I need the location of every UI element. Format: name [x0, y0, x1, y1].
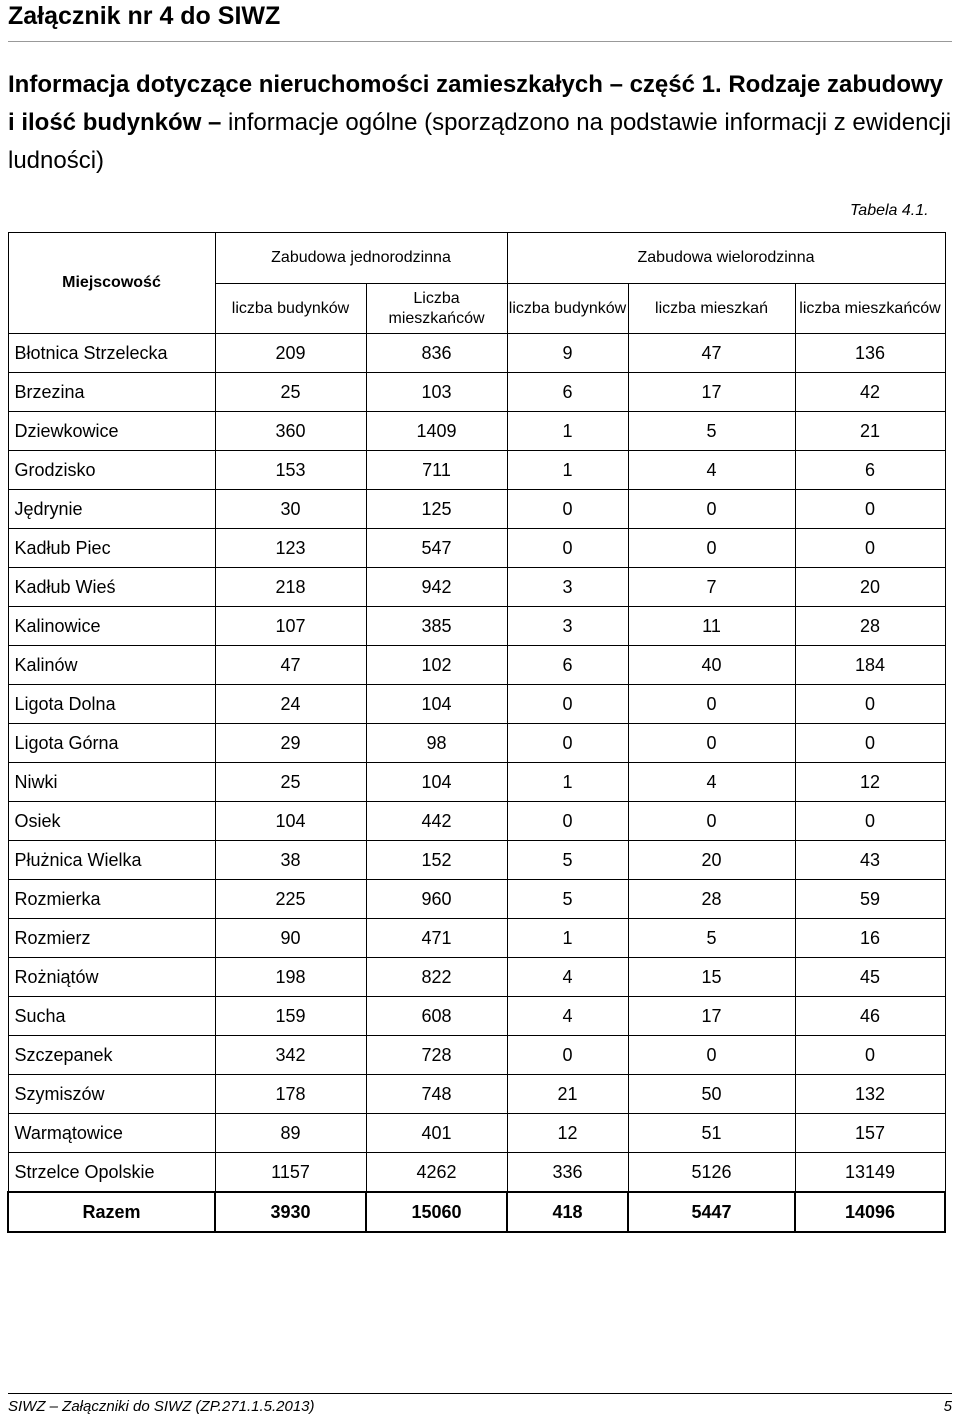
- value-cell: 5: [628, 412, 795, 451]
- value-cell: 28: [628, 880, 795, 919]
- table-row: [8, 529, 945, 568]
- location-cell: Niwki: [8, 763, 215, 802]
- value-cell: 103: [366, 373, 507, 412]
- table-row: [8, 997, 945, 1036]
- location-cell: Kadłub Piec: [8, 529, 215, 568]
- document-title: Załącznik nr 4 do SIWZ: [8, 2, 281, 30]
- header-mf-residents: liczba mieszkańców: [795, 284, 945, 334]
- value-cell: 1: [507, 763, 628, 802]
- total-row: [8, 1192, 945, 1232]
- value-cell: 17: [628, 373, 795, 412]
- value-cell: 21: [795, 412, 945, 451]
- value-cell: 25: [215, 373, 366, 412]
- table-row: [8, 646, 945, 685]
- value-cell: 4: [507, 958, 628, 997]
- location-cell: Ligota Dolna: [8, 685, 215, 724]
- value-cell: 47: [215, 646, 366, 685]
- value-cell: 102: [366, 646, 507, 685]
- location-cell: Jędrynie: [8, 490, 215, 529]
- header-sf-residents: Liczba mieszkańców: [366, 284, 507, 334]
- value-cell: 5: [507, 841, 628, 880]
- table-row: [8, 568, 945, 607]
- table-row: [8, 334, 945, 373]
- value-cell: 0: [507, 490, 628, 529]
- value-cell: 360: [215, 412, 366, 451]
- location-cell: Kalinów: [8, 646, 215, 685]
- total-value: 14096: [795, 1192, 945, 1232]
- table-row: [8, 490, 945, 529]
- value-cell: 728: [366, 1036, 507, 1075]
- location-cell: Strzelce Opolskie: [8, 1153, 215, 1193]
- value-cell: 0: [795, 1036, 945, 1075]
- value-cell: 0: [507, 529, 628, 568]
- value-cell: 136: [795, 334, 945, 373]
- value-cell: 184: [795, 646, 945, 685]
- total-value: 3930: [215, 1192, 366, 1232]
- value-cell: 5126: [628, 1153, 795, 1193]
- location-cell: Kadłub Wieś: [8, 568, 215, 607]
- buildings-table: [7, 232, 946, 1233]
- value-cell: 0: [795, 802, 945, 841]
- total-value: 418: [507, 1192, 628, 1232]
- header-multi-family: Zabudowa wielorodzinna: [507, 233, 945, 284]
- value-cell: 711: [366, 451, 507, 490]
- value-cell: 159: [215, 997, 366, 1036]
- table-row: [8, 763, 945, 802]
- value-cell: 0: [628, 724, 795, 763]
- location-cell: Szczepanek: [8, 1036, 215, 1075]
- value-cell: 0: [628, 685, 795, 724]
- table-row: [8, 1153, 945, 1193]
- value-cell: 0: [795, 490, 945, 529]
- value-cell: 28: [795, 607, 945, 646]
- value-cell: 12: [507, 1114, 628, 1153]
- value-cell: 50: [628, 1075, 795, 1114]
- value-cell: 45: [795, 958, 945, 997]
- value-cell: 0: [628, 1036, 795, 1075]
- value-cell: 1: [507, 919, 628, 958]
- table-row: [8, 958, 945, 997]
- value-cell: 942: [366, 568, 507, 607]
- value-cell: 748: [366, 1075, 507, 1114]
- value-cell: 47: [628, 334, 795, 373]
- value-cell: 24: [215, 685, 366, 724]
- value-cell: 29: [215, 724, 366, 763]
- value-cell: 0: [628, 529, 795, 568]
- value-cell: 153: [215, 451, 366, 490]
- value-cell: 0: [507, 1036, 628, 1075]
- location-cell: Osiek: [8, 802, 215, 841]
- value-cell: 3: [507, 568, 628, 607]
- location-cell: Brzezina: [8, 373, 215, 412]
- value-cell: 123: [215, 529, 366, 568]
- value-cell: 178: [215, 1075, 366, 1114]
- header-sf-buildings: liczba budynków: [215, 284, 366, 334]
- header-single-family: Zabudowa jednorodzinna: [215, 233, 507, 284]
- value-cell: 0: [507, 685, 628, 724]
- value-cell: 46: [795, 997, 945, 1036]
- footer-document-ref: SIWZ – Załączniki do SIWZ (ZP.271.1.5.2013): [8, 1398, 315, 1415]
- value-cell: 90: [215, 919, 366, 958]
- location-cell: Kalinowice: [8, 607, 215, 646]
- value-cell: 385: [366, 607, 507, 646]
- value-cell: 157: [795, 1114, 945, 1153]
- value-cell: 43: [795, 841, 945, 880]
- value-cell: 16: [795, 919, 945, 958]
- value-cell: 0: [795, 685, 945, 724]
- value-cell: 51: [628, 1114, 795, 1153]
- total-value: 5447: [628, 1192, 795, 1232]
- table-header: [8, 233, 945, 334]
- table-row: [8, 724, 945, 763]
- title-divider: [8, 41, 952, 42]
- value-cell: 225: [215, 880, 366, 919]
- value-cell: 608: [366, 997, 507, 1036]
- value-cell: 6: [507, 646, 628, 685]
- value-cell: 4: [628, 763, 795, 802]
- table-caption: Tabela 4.1.: [850, 202, 929, 219]
- section-heading-bold: Informacja dotyczące nieruchomości zamieszkałych – część 1. Rodzaje zabudowy i ilość budynków –: [8, 71, 944, 136]
- location-cell: Płużnica Wielka: [8, 841, 215, 880]
- value-cell: 4: [507, 997, 628, 1036]
- value-cell: 6: [795, 451, 945, 490]
- value-cell: 40: [628, 646, 795, 685]
- value-cell: 218: [215, 568, 366, 607]
- table-row: [8, 802, 945, 841]
- value-cell: 125: [366, 490, 507, 529]
- value-cell: 132: [795, 1075, 945, 1114]
- value-cell: 836: [366, 334, 507, 373]
- footer-divider: [8, 1393, 952, 1394]
- section-heading-normal: informacje ogólne (sporządzono na podstawie informacji z ewidencji ludności): [8, 109, 952, 174]
- value-cell: 30: [215, 490, 366, 529]
- value-cell: 1: [507, 451, 628, 490]
- table-row: [8, 685, 945, 724]
- page-number: 5: [943, 1398, 952, 1415]
- value-cell: 20: [628, 841, 795, 880]
- location-cell: Rożniątów: [8, 958, 215, 997]
- value-cell: 1409: [366, 412, 507, 451]
- table-row: [8, 451, 945, 490]
- value-cell: 38: [215, 841, 366, 880]
- value-cell: 11: [628, 607, 795, 646]
- value-cell: 0: [507, 724, 628, 763]
- table-body: [8, 334, 945, 1233]
- value-cell: 1157: [215, 1153, 366, 1193]
- value-cell: 89: [215, 1114, 366, 1153]
- table-row: [8, 412, 945, 451]
- value-cell: 13149: [795, 1153, 945, 1193]
- location-cell: Szymiszów: [8, 1075, 215, 1114]
- value-cell: 342: [215, 1036, 366, 1075]
- header-location: Miejscowość: [8, 233, 215, 334]
- value-cell: 4262: [366, 1153, 507, 1193]
- table-row: [8, 373, 945, 412]
- value-cell: 20: [795, 568, 945, 607]
- table-row: [8, 607, 945, 646]
- value-cell: 960: [366, 880, 507, 919]
- value-cell: 25: [215, 763, 366, 802]
- table-row: [8, 880, 945, 919]
- value-cell: 1: [507, 412, 628, 451]
- table-row: [8, 919, 945, 958]
- header-mf-flats: liczba mieszkań: [628, 284, 795, 334]
- value-cell: 104: [366, 763, 507, 802]
- table-row: [8, 1114, 945, 1153]
- location-cell: Rozmierka: [8, 880, 215, 919]
- value-cell: 822: [366, 958, 507, 997]
- table-row: [8, 1036, 945, 1075]
- value-cell: 3: [507, 607, 628, 646]
- value-cell: 209: [215, 334, 366, 373]
- total-value: 15060: [366, 1192, 507, 1232]
- table-row: [8, 841, 945, 880]
- location-cell: Grodzisko: [8, 451, 215, 490]
- table-row: [8, 1075, 945, 1114]
- value-cell: 15: [628, 958, 795, 997]
- header-mf-buildings: liczba budynków: [507, 284, 628, 334]
- value-cell: 0: [795, 529, 945, 568]
- value-cell: 442: [366, 802, 507, 841]
- value-cell: 7: [628, 568, 795, 607]
- location-cell: Ligota Górna: [8, 724, 215, 763]
- section-heading: [8, 66, 952, 180]
- value-cell: 107: [215, 607, 366, 646]
- total-label: Razem: [8, 1192, 215, 1232]
- location-cell: Rozmierz: [8, 919, 215, 958]
- location-cell: Sucha: [8, 997, 215, 1036]
- value-cell: 12: [795, 763, 945, 802]
- value-cell: 198: [215, 958, 366, 997]
- location-cell: Dziewkowice: [8, 412, 215, 451]
- value-cell: 471: [366, 919, 507, 958]
- value-cell: 42: [795, 373, 945, 412]
- value-cell: 0: [628, 802, 795, 841]
- value-cell: 9: [507, 334, 628, 373]
- value-cell: 336: [507, 1153, 628, 1193]
- value-cell: 547: [366, 529, 507, 568]
- value-cell: 104: [366, 685, 507, 724]
- value-cell: 17: [628, 997, 795, 1036]
- value-cell: 4: [628, 451, 795, 490]
- location-cell: Błotnica Strzelecka: [8, 334, 215, 373]
- value-cell: 152: [366, 841, 507, 880]
- value-cell: 0: [795, 724, 945, 763]
- value-cell: 0: [507, 802, 628, 841]
- value-cell: 21: [507, 1075, 628, 1114]
- value-cell: 5: [507, 880, 628, 919]
- location-cell: Warmątowice: [8, 1114, 215, 1153]
- value-cell: 98: [366, 724, 507, 763]
- value-cell: 5: [628, 919, 795, 958]
- value-cell: 0: [628, 490, 795, 529]
- value-cell: 104: [215, 802, 366, 841]
- value-cell: 59: [795, 880, 945, 919]
- value-cell: 401: [366, 1114, 507, 1153]
- value-cell: 6: [507, 373, 628, 412]
